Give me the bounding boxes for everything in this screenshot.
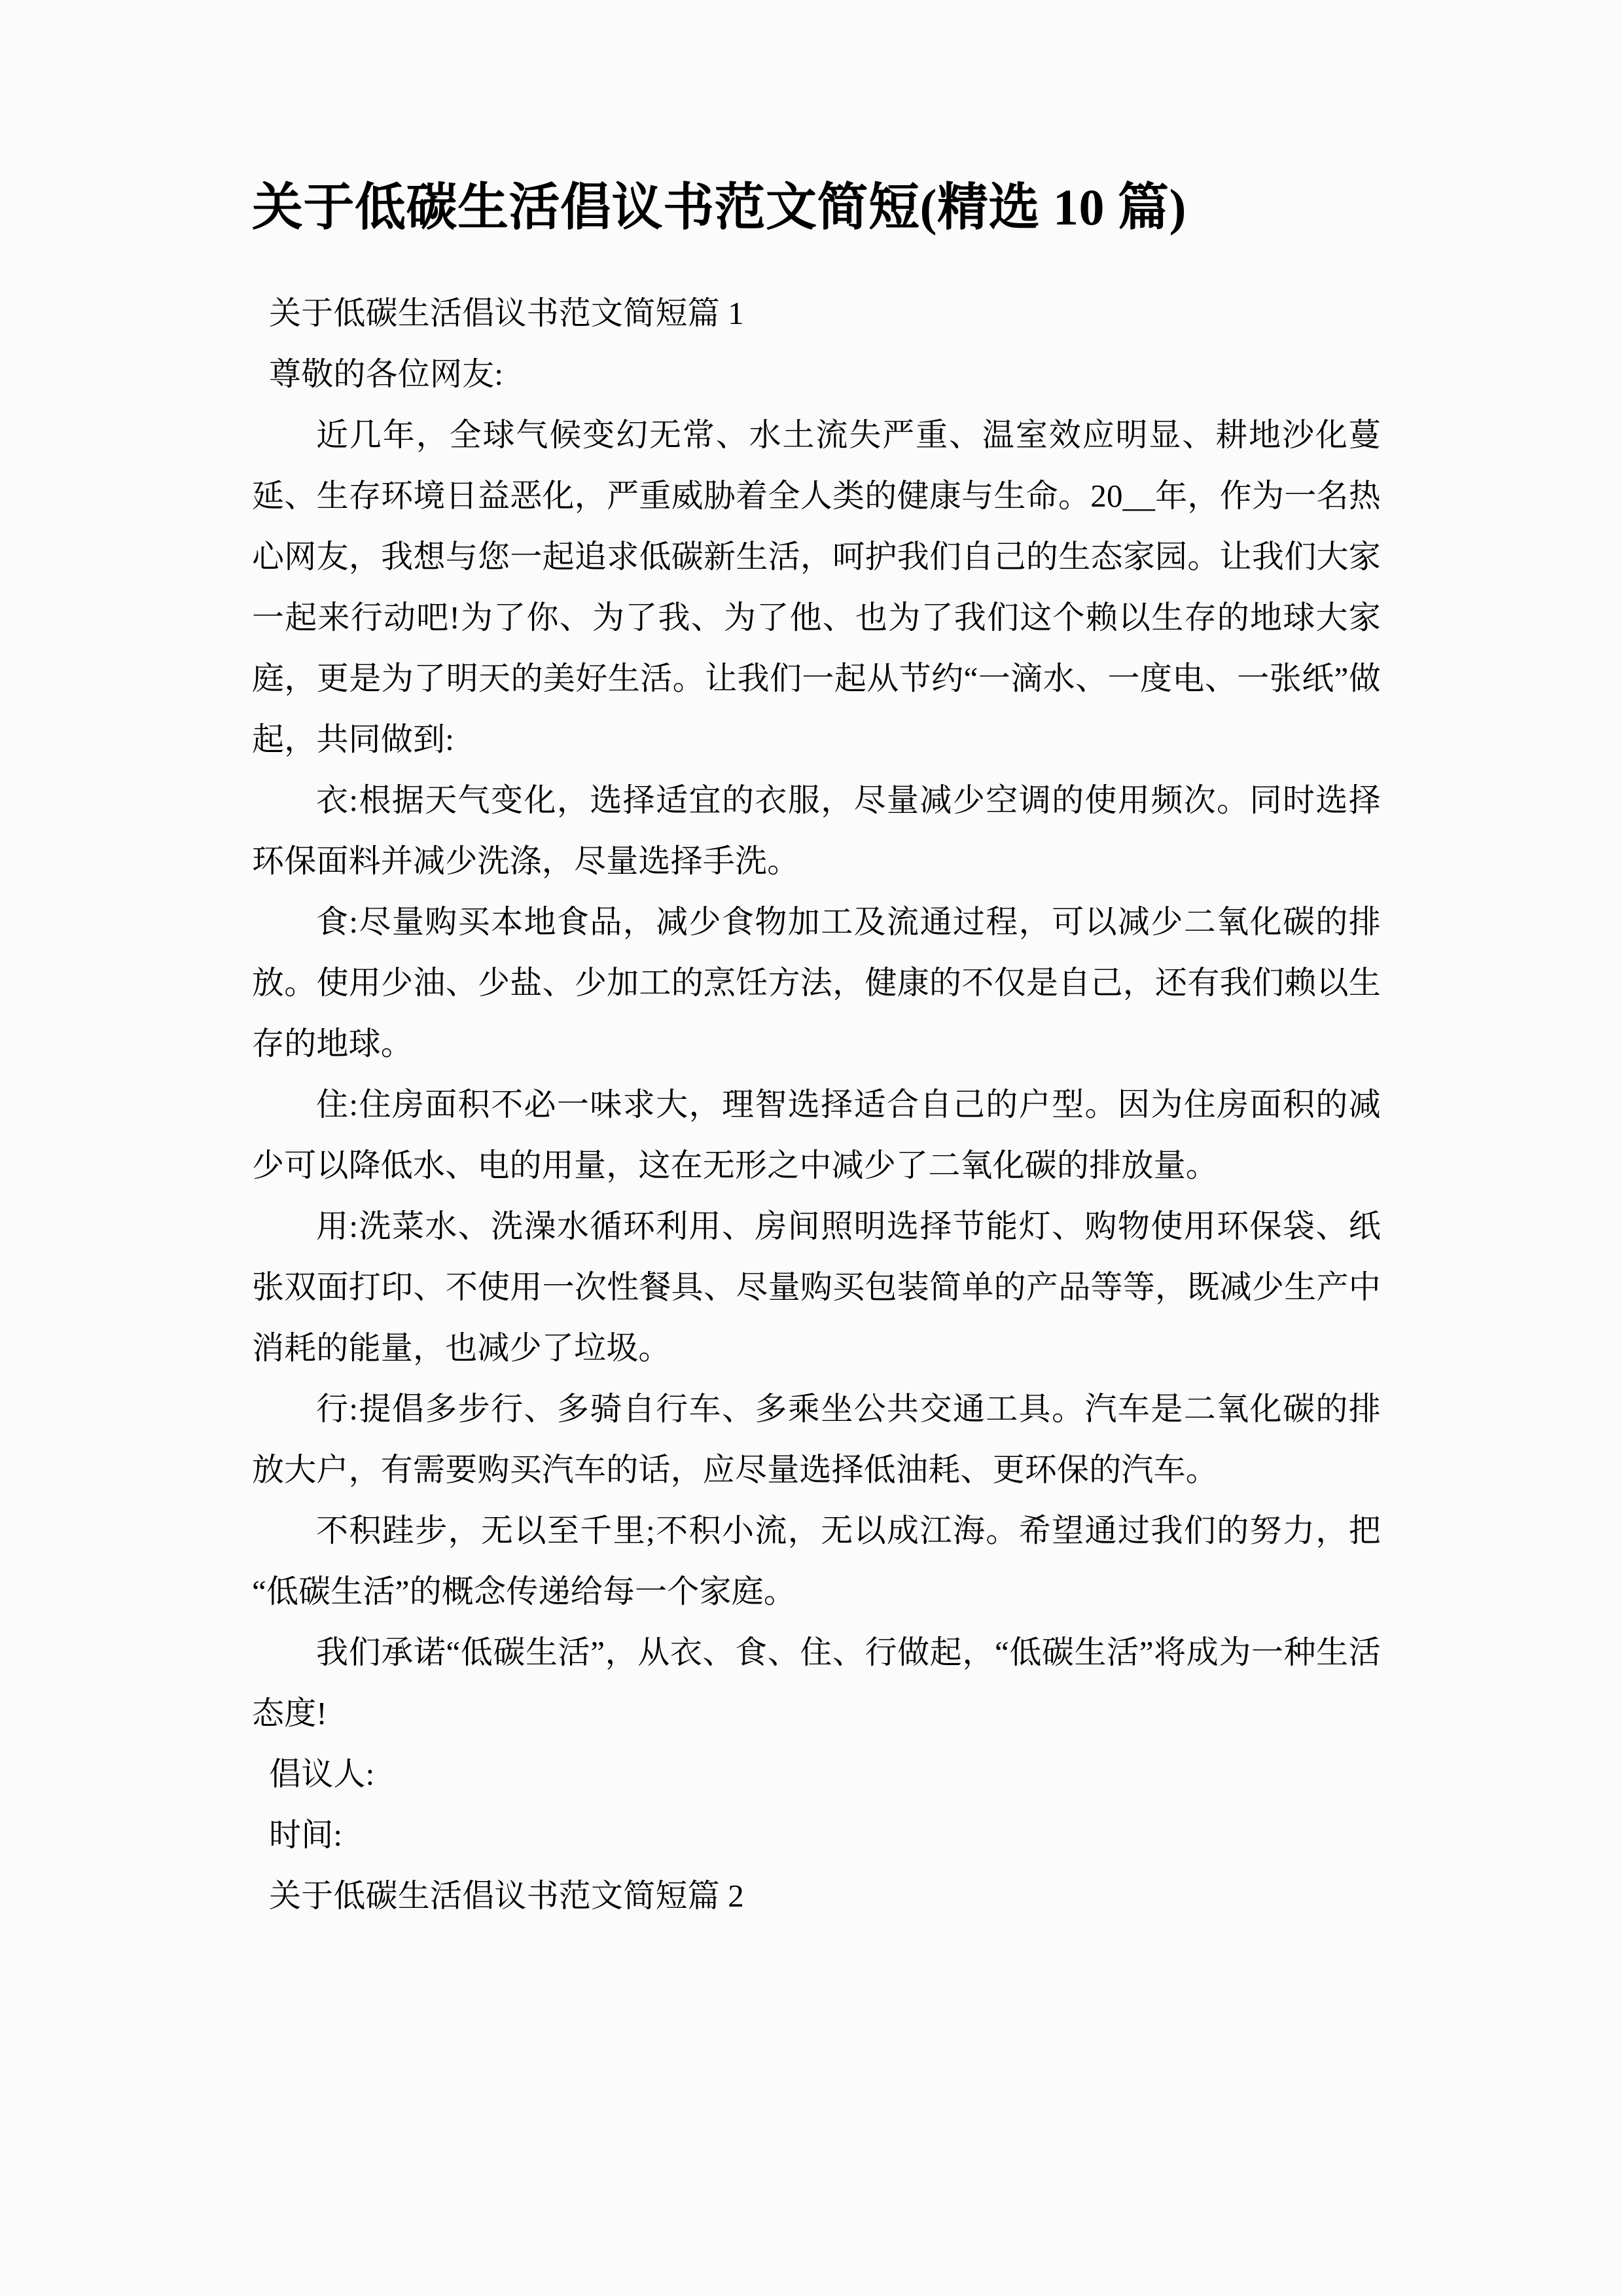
signature-proposer: 倡议人: xyxy=(269,1755,375,1792)
page-title: 关于低碳生活倡议书范文简短(精选 10 篇) xyxy=(252,179,1186,236)
paragraph-usage: 用:洗菜水、洗澡水循环利用、房间照明选择节能灯、购物使用环保袋、纸张双面打印、不使用一次性餐具、尽量购买包装简单的产品等等，既减少生产中消耗的能量，也减少了垃圾。 xyxy=(252,1208,1381,1366)
signature-date: 时间: xyxy=(269,1816,343,1853)
document-content xyxy=(252,0,1381,1926)
paragraph-clothing: 衣:根据天气变化，选择适宜的衣服，尽量减少空调的使用频次。同时选择环保面料并减少洗涤，尽量选择手洗。 xyxy=(252,781,1381,879)
salutation: 尊敬的各位网友: xyxy=(269,355,504,392)
paragraph-intro: 近几年，全球气候变幻无常、水土流失严重、温室效应明显、耕地沙化蔓延、生存环境日益恶化，严重威胁着全人类的健康与生命。20__年，作为一名热心网友，我想与您一起追求低碳新生活，呵护我们自己的生态家园。让我们大家一起来行动吧!为了你、为了我、为了他、也为了我们这个赖以生存的地球大家庭，更是为了明天的美好生活。让我们一起从节约“一滴水、一度电、一张纸”做起，共同做到: xyxy=(252,416,1381,757)
paragraph-pledge: 我们承诺“低碳生活”，从衣、食、住、行做起，“低碳生活”将成为一种生活态度! xyxy=(252,1634,1381,1731)
paragraph-housing: 住:住房面积不必一味求大，理智选择适合自己的户型。因为住房面积的减少可以降低水、电的用量，这在无形之中减少了二氧化碳的排放量。 xyxy=(252,1086,1381,1183)
paragraph-food: 食:尽量购买本地食品，减少食物加工及流通过程，可以减少二氧化碳的排放。使用少油、少盐、少加工的烹饪方法，健康的不仅是自己，还有我们赖以生存的地球。 xyxy=(252,903,1381,1062)
paragraph-travel: 行:提倡多步行、多骑自行车、多乘坐公共交通工具。汽车是二氧化碳的排放大户，有需要购买汽车的话，应尽量选择低油耗、更环保的汽车。 xyxy=(252,1390,1381,1488)
document-body xyxy=(252,283,1381,1926)
section-heading-1: 关于低碳生活倡议书范文简短篇 1 xyxy=(269,295,744,331)
paragraph-perseverance: 不积跬步，无以至千里;不积小流，无以成江海。希望通过我们的努力，把“低碳生活”的概念传递给每一个家庭。 xyxy=(252,1512,1381,1609)
section-heading-2: 关于低碳生活倡议书范文简短篇 2 xyxy=(269,1877,744,1914)
